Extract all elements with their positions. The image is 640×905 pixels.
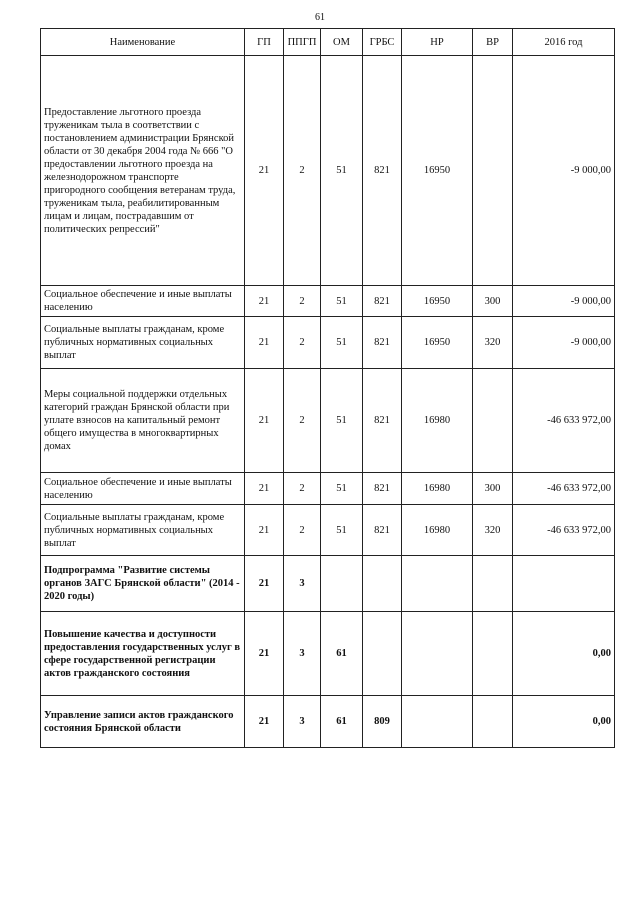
- row-nr: [402, 556, 473, 612]
- row-om: 51: [321, 317, 363, 369]
- row-om: 51: [321, 286, 363, 317]
- header-nr: НР: [402, 29, 473, 56]
- row-vr: [473, 556, 513, 612]
- row-om: [321, 556, 363, 612]
- row-amount: 0,00: [513, 612, 615, 696]
- row-name: Социальное обеспечение и иные выплаты населению: [41, 286, 245, 317]
- row-amount: -46 633 972,00: [513, 369, 615, 473]
- row-vr: 300: [473, 473, 513, 505]
- row-amount: -9 000,00: [513, 317, 615, 369]
- budget-table: [40, 28, 615, 748]
- row-name: Предоставление льготного проезда труженикам тыла в соответствии с постановлением администрации Брянской области от 30 декабря 2004 года № 666 "О предоставлении льготного проезда на железнодорожном транспорте пригородного сообщения ветеранам труда, труженикам тыла, реабилитированным лицам и лицам, пострадавшим от политических репрессий": [41, 56, 245, 286]
- table-header-row: [41, 29, 615, 56]
- header-om: ОМ: [321, 29, 363, 56]
- row-gp: 21: [245, 317, 284, 369]
- row-ppgp: 3: [284, 556, 321, 612]
- row-nr: 16980: [402, 505, 473, 556]
- row-vr: [473, 612, 513, 696]
- header-year: 2016 год: [513, 29, 615, 56]
- row-nr: 16950: [402, 317, 473, 369]
- row-grbs: 821: [363, 56, 402, 286]
- row-gp: 21: [245, 369, 284, 473]
- row-name: Управление записи актов гражданского состояния Брянской области: [41, 696, 245, 748]
- row-nr: [402, 696, 473, 748]
- row-vr: 320: [473, 317, 513, 369]
- row-vr: 320: [473, 505, 513, 556]
- row-om: 51: [321, 56, 363, 286]
- row-vr: [473, 56, 513, 286]
- row-vr: 300: [473, 286, 513, 317]
- table-row: [41, 556, 615, 612]
- row-ppgp: 2: [284, 286, 321, 317]
- row-ppgp: 3: [284, 696, 321, 748]
- row-amount: -46 633 972,00: [513, 473, 615, 505]
- row-nr: 16950: [402, 286, 473, 317]
- row-grbs: 821: [363, 286, 402, 317]
- table-row: [41, 56, 615, 286]
- page-number: 61: [315, 12, 325, 23]
- header-ppgp: ППГП: [284, 29, 321, 56]
- row-ppgp: 2: [284, 369, 321, 473]
- row-name: Социальные выплаты гражданам, кроме публичных нормативных социальных выплат: [41, 317, 245, 369]
- row-vr: [473, 696, 513, 748]
- row-nr: 16980: [402, 473, 473, 505]
- row-om: 61: [321, 612, 363, 696]
- row-gp: 21: [245, 505, 284, 556]
- row-ppgp: 3: [284, 612, 321, 696]
- header-name: Наименование: [41, 29, 245, 56]
- table-row: [41, 612, 615, 696]
- row-amount: -46 633 972,00: [513, 505, 615, 556]
- header-gp: ГП: [245, 29, 284, 56]
- header-grbs: ГРБС: [363, 29, 402, 56]
- row-amount: [513, 556, 615, 612]
- row-amount: -9 000,00: [513, 56, 615, 286]
- row-gp: 21: [245, 696, 284, 748]
- row-ppgp: 2: [284, 317, 321, 369]
- table-row: [41, 696, 615, 748]
- table-row: [41, 369, 615, 473]
- row-name: Социальное обеспечение и иные выплаты населению: [41, 473, 245, 505]
- row-grbs: 809: [363, 696, 402, 748]
- row-ppgp: 2: [284, 505, 321, 556]
- row-gp: 21: [245, 556, 284, 612]
- row-om: 61: [321, 696, 363, 748]
- row-grbs: 821: [363, 369, 402, 473]
- row-vr: [473, 369, 513, 473]
- row-name: Меры социальной поддержки отдельных категорий граждан Брянской области при уплате взносов на капитальный ремонт общего имущества в многоквартирных домах: [41, 369, 245, 473]
- row-grbs: [363, 612, 402, 696]
- row-nr: 16980: [402, 369, 473, 473]
- row-gp: 21: [245, 612, 284, 696]
- row-gp: 21: [245, 56, 284, 286]
- row-name: Повышение качества и доступности предоставления государственных услуг в сфере государственной регистрации актов гражданского состояния: [41, 612, 245, 696]
- row-om: 51: [321, 369, 363, 473]
- row-grbs: 821: [363, 505, 402, 556]
- row-om: 51: [321, 473, 363, 505]
- table-row: [41, 317, 615, 369]
- row-om: 51: [321, 505, 363, 556]
- row-amount: -9 000,00: [513, 286, 615, 317]
- table-row: [41, 505, 615, 556]
- header-vr: ВР: [473, 29, 513, 56]
- row-amount: 0,00: [513, 696, 615, 748]
- row-name: Социальные выплаты гражданам, кроме публичных нормативных социальных выплат: [41, 505, 245, 556]
- row-gp: 21: [245, 473, 284, 505]
- row-grbs: [363, 556, 402, 612]
- row-ppgp: 2: [284, 473, 321, 505]
- row-gp: 21: [245, 286, 284, 317]
- row-grbs: 821: [363, 473, 402, 505]
- row-grbs: 821: [363, 317, 402, 369]
- table-row: [41, 286, 615, 317]
- row-name: Подпрограмма "Развитие системы органов ЗАГС Брянской области" (2014 - 2020 годы): [41, 556, 245, 612]
- table-row: [41, 473, 615, 505]
- row-nr: 16950: [402, 56, 473, 286]
- row-ppgp: 2: [284, 56, 321, 286]
- row-nr: [402, 612, 473, 696]
